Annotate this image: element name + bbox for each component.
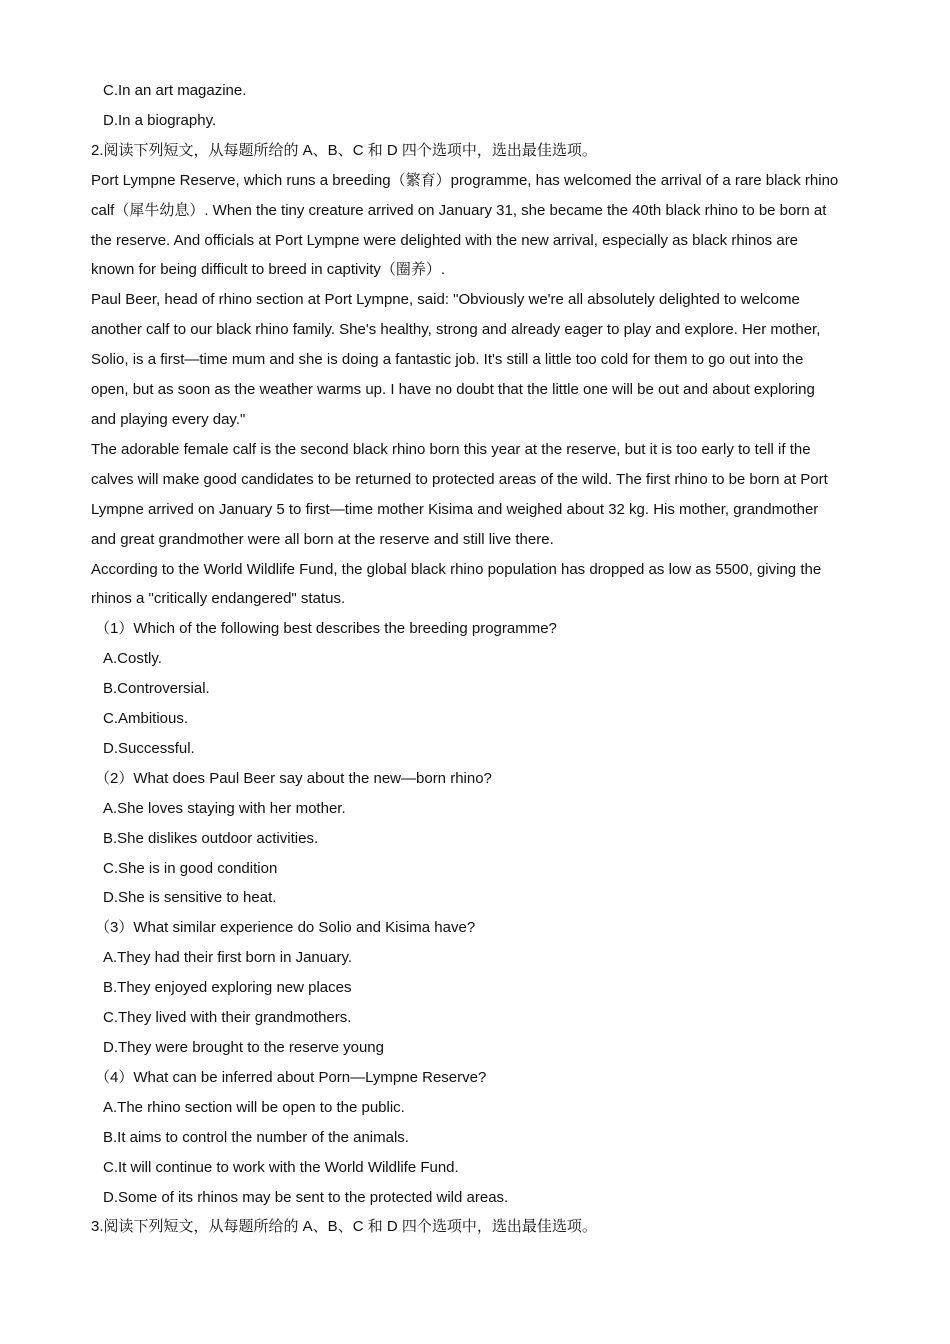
- passage-line: and great grandmother were all born at the reserve and still live there.: [91, 530, 554, 548]
- option-text: C.It will continue to work with the World Wildlife Fund.: [103, 1158, 459, 1176]
- question-stem: （4）What can be inferred about Porn—Lympne Reserve?: [95, 1068, 487, 1086]
- question-3: [91, 913, 866, 1063]
- passage-line: Lympne arrived on January 5 to first—time mother Kisima and weighed about 32 kg. His mother, grandmother: [91, 500, 819, 518]
- passage-line: The adorable female calf is the second black rhino born this year at the reserve, but it is too early to tell if the: [91, 440, 811, 458]
- passage-line: rhinos a "critically endangered" status.: [91, 590, 346, 608]
- option-text: D.Some of its rhinos may be sent to the protected wild areas.: [103, 1188, 509, 1206]
- option-text: A.They had their first born in January.: [103, 949, 353, 967]
- option-text: D.They were brought to the reserve young: [103, 1039, 384, 1056]
- passage-line: calf（犀牛幼息）. When the tiny creature arrived on January 31, she became the 40th black rhino to be born at: [91, 201, 827, 219]
- question-stem: （2）What does Paul Beer say about the new—born rhino?: [95, 769, 492, 787]
- passage-line: Paul Beer, head of rhino section at Port Lympne, said: "Obviously we're all absolutely delighted to welcome: [91, 291, 800, 309]
- passage: [91, 166, 866, 615]
- question-2: [91, 764, 866, 914]
- passage-line: calves will make good candidates to be returned to protected areas of the wild. The first rhino to be born at Port: [91, 470, 828, 488]
- option-text: D.In a biography.: [103, 111, 217, 129]
- option-text: C.She is in good condition: [103, 859, 278, 877]
- passage-line: another calf to our black rhino family. She's healthy, strong and already eager to play and explore. Her mother,: [91, 321, 821, 339]
- passage-line: open, but as soon as the weather warms up. I have no doubt that the little one will be out and about exploring: [91, 381, 815, 399]
- option-text: C.They lived with their grandmothers.: [103, 1009, 352, 1027]
- section-prompt: 3.阅读下列短文，从每题所给的 A、B、C 和 D 四个选项中，选出最佳选项。: [91, 1218, 597, 1236]
- option-text: C.Ambitious.: [103, 710, 189, 728]
- option-text: D.Successful.: [103, 739, 195, 757]
- question-4: [91, 1063, 866, 1213]
- option-text: A.The rhino section will be open to the public.: [103, 1098, 405, 1116]
- passage-line: Solio, is a first—time mum and she is doing a fantastic job. It's still a little too cold for them to go out into the: [91, 351, 804, 369]
- section-prompt: 2.阅读下列短文，从每题所给的 A、B、C 和 D 四个选项中，选出最佳选项。: [91, 141, 597, 159]
- question-stem: （1）Which of the following best describes the breeding programme?: [95, 620, 557, 638]
- option-text: B.They enjoyed exploring new places: [103, 979, 352, 997]
- document-content: [91, 76, 866, 1242]
- option-text: D.She is sensitive to heat.: [103, 889, 277, 907]
- option-text: B.Controversial.: [103, 680, 210, 698]
- passage-line: and playing every day.": [91, 410, 246, 428]
- option-text: A.Costly.: [103, 650, 162, 668]
- passage-line: the reserve. And officials at Port Lympne were delighted with the new arrival, especially as black rhinos are: [91, 231, 799, 249]
- option-text: A.She loves staying with her mother.: [103, 799, 346, 817]
- option-text: B.She dislikes outdoor activities.: [103, 829, 319, 847]
- passage-line: According to the World Wildlife Fund, the global black rhino population has dropped as low as 5500, giving the: [91, 560, 822, 578]
- passage-line: Port Lympne Reserve, which runs a breeding（繁育）programme, has welcomed the arrival of a rare black rhino: [91, 171, 839, 189]
- option-text: B.It aims to control the number of the animals.: [103, 1128, 409, 1146]
- question-1: [91, 614, 866, 764]
- option-text: C.In an art magazine.: [103, 82, 247, 99]
- question-stem: （3）What similar experience do Solio and Kisima have?: [95, 919, 476, 937]
- passage-line: known for being difficult to breed in captivity（圈养）.: [91, 261, 446, 279]
